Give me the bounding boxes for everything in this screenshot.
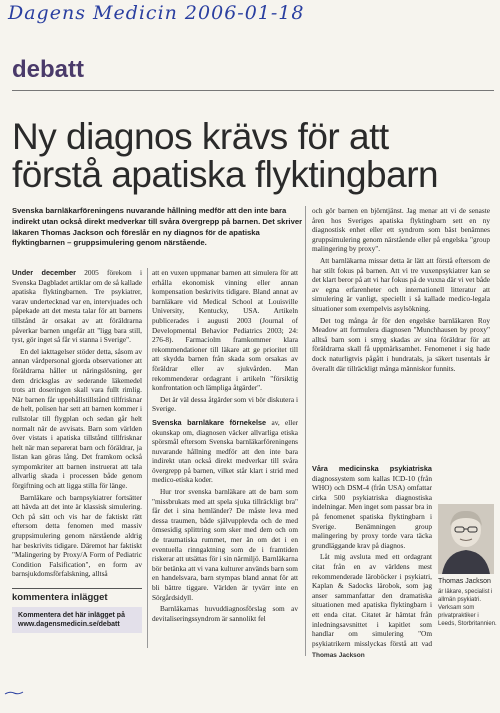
article-column-1	[12, 268, 142, 584]
paragraph-text: av, eller okunskap om, diagnosen väcker allvarliga etiska spörsmål eftersom Svenska barnläkarföreningens nuvarande hållning medför att den inte bara indirekt utan också direkt medverkar till svåra övergrepp på barnen, vilket står klart i strid med medico-etiska koder.	[152, 417, 298, 485]
author-caption-bio: är läkare, specialist i allmän psykiatri. Verksam som privatpraktiker i Leeds, Storbritannien.	[438, 589, 497, 627]
paragraph: Att barnläkarna missar detta är lätt att förstå eftersom de har stilt fokus på barnen. Att vi tre vuxenpsykiatrer kan se det klart beror på att vi har fokus på de vuxna där vi vet både av egna erfarenheter och internationell litteratur att simulering är vanligt, speciellt i så kallade medico-legala situationer som exempelvis asylsökning.	[312, 255, 490, 313]
column-divider	[305, 206, 306, 656]
paragraph: En del iakttagelser stöder detta, såsom av annan vårdpersonal gjorda observationer att föräldrarna håller ut näringslösning, ger dem dricksglas av sederande läkemedel trots att doseringen skall vara fullt rimlig. När barnen får uppehållstillstånd tillfrisknar de helt, polisen har sett att barnen kommer i rullstolar till flygplan och sedan går helt normalt när de avvisats. Barn som världen över vistats i apatiska tillstånd tillfrisknar helt när man separerat barn och föräldrar, ja listan kan göras lång. Det framkom också sympomkriter att barnen instruerat att tala allvarlig skada i processen både genom förgiftning och att ligga stilla för länge.	[12, 346, 142, 491]
paragraph	[152, 418, 298, 485]
headline: Ny diagnos krävs för att förstå apatiska flyktingbarn	[12, 116, 439, 195]
pen-mark-icon	[4, 690, 24, 696]
paragraph-text: 2005 förekom i Svenska Dagbladet artiklar om de så kallade apatiska flyktingbarnen. Tre psykiatrer, varav undertecknad var en, intervjuades och påpekade att det mesta talar för att barnens tillstånd är orsakat av att föräldrarna påverkar barnen ungefär att "ligg bara still, tyst, gör inget så får vi stanna i Sverige".	[12, 268, 142, 345]
paragraph: Det tog många år för den engelske barnläkaren Roy Meadow att formulera diagnosen "Munchhausen by proxy" alltså barn som i smyg skadas av sina föräldrar för att föräldrarna skall få uppmärksamhet. Fenomenet i sig hade dock naturligtvis pågått i hundratals, ja säkert tusentals år överallt där tillräckligt många människor funnits.	[312, 315, 490, 373]
paragraph: Barnläkare och barnpsykiatrer fortsätter att hävda att det inte är klassisk simulering. Och på sätt och vis har de faktiskt rätt eftersom detta fenomen med massiv gruppsimulering genom närstående aldrig har beskrivits tidigare. Däremot har faktiskt "Malingering by Proxy/A Form of Pediatric Condition Falsification", en form av barnsjukdomsförfalskning, alltså	[12, 492, 142, 579]
handwritten-date-note: Dagens Medicin 2006-01-18	[8, 2, 305, 24]
column-divider	[147, 268, 148, 648]
subheading: Svenska barnläkare förnekelse	[152, 417, 267, 427]
paragraph: Barnläkarnas huvuddiagnosförslag som av devitaliseringssyndrom är sannolikt fel	[152, 604, 298, 623]
comment-link[interactable]: Kommentera det här inlägget på www.dagensmedicin.se/debatt	[12, 607, 142, 633]
paragraph: Låt mig avsluta med ett ordagrant citat från en av världens mest rekommenderade läroböcker i psykiatri, Kaplan & Sadocks lärobok, som jag anser sammanfattar den dramatiska situationen med apatiska flyktingbarn i ett enda citat. Citatet är hämtat från inledningsavsnittet i kapitlet som handlar om simulering "Om psykiatrikern misslyckas förstå att vad	[312, 552, 432, 648]
subheading: Våra medicinska psykiatriska	[312, 464, 432, 473]
author-portrait-icon	[438, 504, 494, 574]
author-signature: Thomas Jackson	[312, 652, 365, 659]
comment-box	[12, 588, 142, 647]
paragraph: och gör barnen en björntjänst. Jag menar att vi de senaste åren hos Sveriges apatiska flyktingbarn sett en ny diagnostisk enhet eller ett syndrom som bäst benämnes gruppsimulering genom närstående eller på engelska "group malingering by proxy".	[312, 206, 490, 254]
comment-box-heading: kommentera inlägget	[12, 592, 108, 603]
author-caption-name: Thomas Jackson	[438, 578, 491, 585]
paragraph-text: diagnossystem som kallas ICD-10 (från WHO) och DSM-4 (från USA) omfattar cirka 500 psykiatriska diagnostiska indelningar. Men inget som passar bra in på fenomenet spatiska flyktingbarn i Sverige. Benämningen group malingering by proxy torde vara täcka grundläggande krav på diagnos.	[312, 473, 432, 550]
section-label: debatt	[12, 56, 84, 83]
article-column-4	[312, 464, 432, 648]
article-column-2	[152, 268, 298, 634]
run-in-heading: Under december	[12, 268, 76, 277]
lead-paragraph: Svenska barnläkarföreningens nuvarande hållning medför att den inte bara indirekt utan också direkt medverkar till svåra övergrepp på barnen. Det skriver läkaren Thomas Jackson och föreslår en ny diagnos för de apatiska flyktingbarnen – gruppsimulering genom närstående.	[12, 206, 303, 248]
paragraph: att en vuxen uppmanar barnen att simulera för att erhålla ekonomisk vinning eller annan kompensation beskrivits tidigare. Bland annat av barnläkare vid Medical School at Louisville University, Kentucky, USA. Artikeln publicerades i augusti 2003 (Journal of Developmental Behavior Pediatrics 2003; 24: 276-8). Farmaciolm framkommer klara rekommendationer till läkare att ge prioritet till att skydda barnen från skada som orsakas av föräldrar eller av sjukvården. Man rekommenderar ordagrant i artikeln "försiktig konfrontation och lämpliga åtgärder".	[152, 268, 298, 393]
article-column-3	[312, 206, 490, 460]
paragraph	[312, 464, 432, 550]
paragraph	[12, 268, 142, 345]
paragraph: Hur tror svenska barnläkare att de barn som "missbrukats med att spela sjuka tillräckligt bra" får det i sina hemländer? De måste leva med dessa traumen, både självupplevda och de med ömsesidig splittring som sker med dem och om de traumatiska rummet, mer än om det i en eventuella rinngaktning som de i framtiden riskerar att utsättas för i sin närmiljö. Barnläkarna bör betänka att vi vana kulturer används barn som en handelsvara, barn stympas bland annat för att bli bättre tiggare. Världen är tyvärr inte en Sörgårdsidyll.	[152, 487, 298, 602]
paragraph: Det är väl dessa åtgärder som vi bör diskutera i Sverige.	[152, 394, 298, 414]
header-divider	[12, 90, 494, 91]
author-photo	[438, 504, 494, 574]
